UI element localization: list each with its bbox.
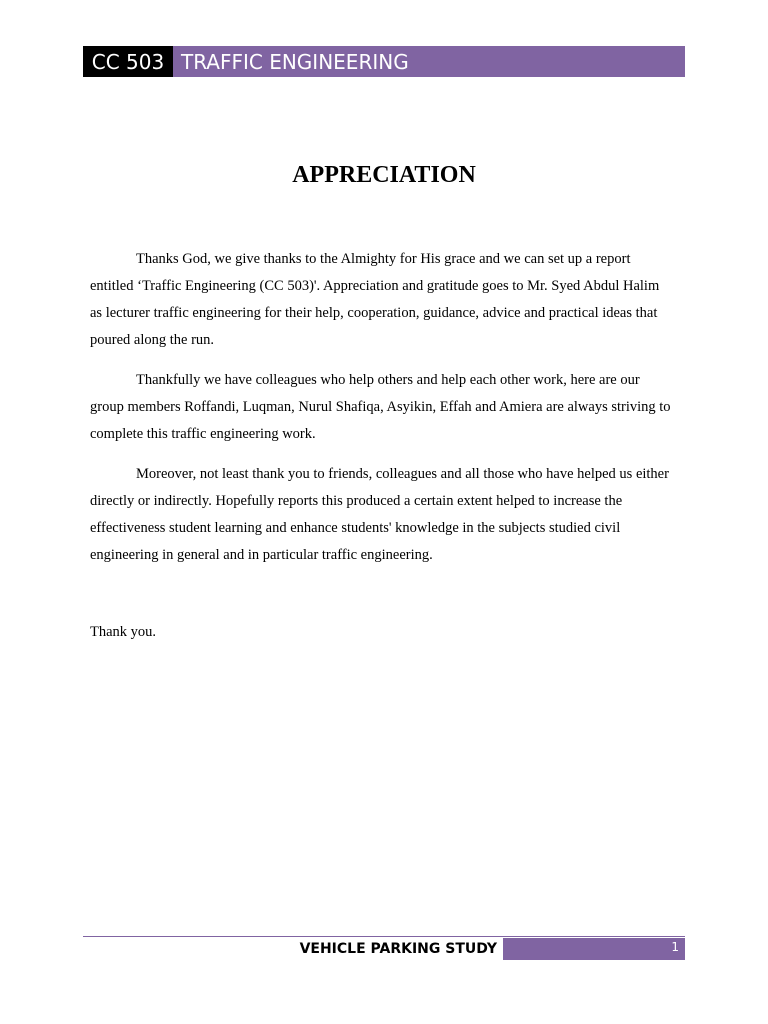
footer-label: VEHICLE PARKING STUDY	[299, 941, 497, 957]
page-title: APPRECIATION	[292, 162, 476, 188]
course-code: CC 503	[83, 46, 173, 77]
course-title: TRAFFIC ENGINEERING	[173, 46, 685, 77]
page-number: 1	[503, 938, 685, 960]
paragraph-1: Thanks God, we give thanks to the Almighty for His grace and we can set up a report entitled ‘Traffic Engineering (CC 503)'. Appreciation and gratitude goes to Mr. Syed Abdul Halim as lecturer traffic engineering for their help, cooperation, guidance, advice and practical ideas that poured along the run.	[90, 251, 660, 348]
paragraph-3: Moreover, not least thank you to friends, colleagues and all those who have helped us either directly or indirectly. Hopefully reports this produced a certain extent helped to increase the effectiveness student learning and enhance students' knowledge in the subjects studied civil engineering in general and in particular traffic engineering.	[90, 466, 669, 563]
document-body	[90, 246, 674, 582]
paragraph-2: Thankfully we have colleagues who help others and help each other work, here are our group members Roffandi, Luqman, Nurul Shafiqa, Asyikin, Effah and Amiera are always striving to complete this traffic engineering work.	[90, 372, 671, 442]
page-header	[83, 46, 685, 77]
footer-divider	[83, 936, 685, 937]
closing-text: Thank you.	[90, 624, 157, 640]
